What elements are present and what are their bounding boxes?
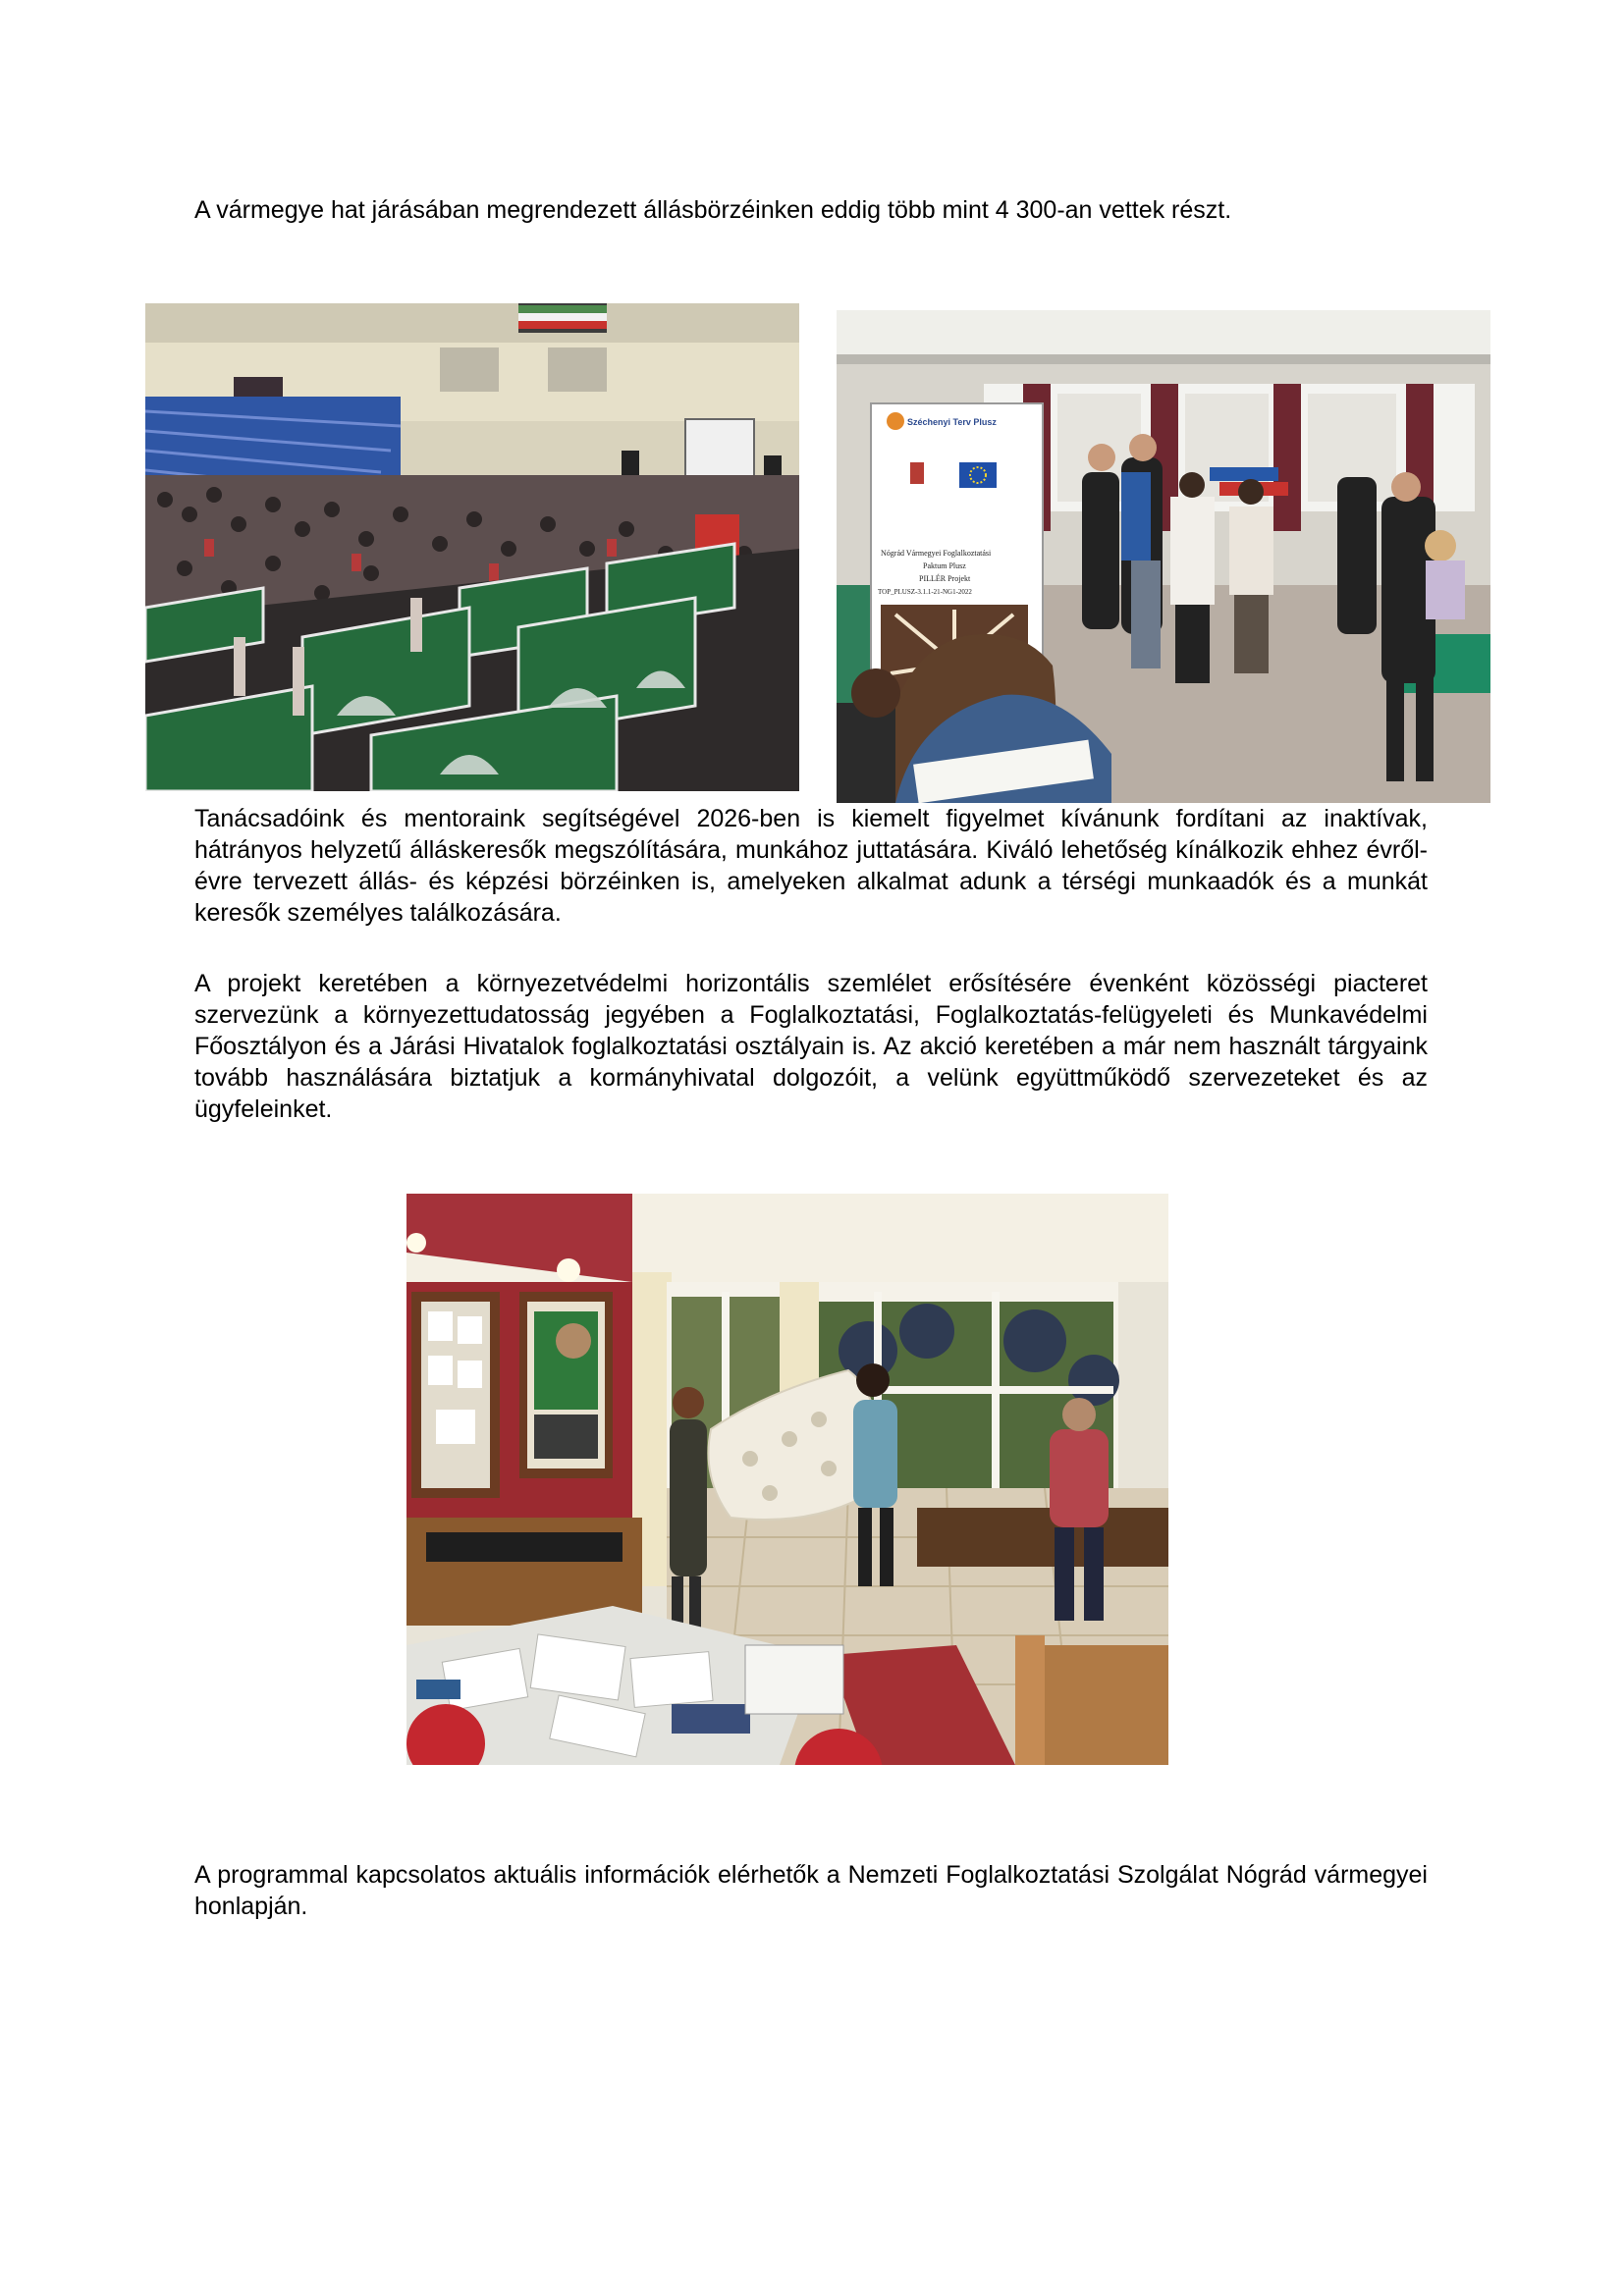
poster-brand: Széchenyi Terv Plusz <box>907 417 997 427</box>
job-fair-booth-photo <box>837 310 1490 803</box>
poster-line-2: Paktum Plusz <box>923 561 966 570</box>
poster-line-4: TOP_PLUSZ-3.1.1-21-NG1-2022 <box>878 588 972 596</box>
intro-paragraph: A vármegye hat járásában megrendezett állásbörzéinken eddig több mint 4 300-an vettek részt. <box>194 196 1232 224</box>
paragraph-community-market: A projekt keretében a környezetvédelmi horizontális szemlélet erősítésére évenként közösségi piacteret szervezünk a környezettudatosság jegyében a Foglalkoztatási, Foglalkoztatás-felügyeleti és Munkavédelmi Főosztályon és a Járási Hivatalok foglalkoztatási osztályain is. Az akció keretében a már nem használt tárgyaink tovább használására biztatjuk a kormányhivatal dolgozóit, a velünk együttműködő szervezeteket és az ügyfeleinket. <box>194 970 1428 1123</box>
paragraph-more-info: A programmal kapcsolatos aktuális információk elérhetők a Nemzeti Foglalkoztatási Szolgálat Nógrád vármegyei honlapján. <box>194 1861 1428 1920</box>
job-fair-hall-photo <box>145 303 799 791</box>
poster-line-1: Nógrád Vármegyei Foglalkoztatási <box>881 549 992 558</box>
poster-line-3: PILLÉR Projekt <box>919 574 971 583</box>
paragraph-job-fairs: Tanácsadóink és mentoraink segítségével 2026-ben is kiemelt figyelmet kívánunk fordítani az inaktívak, hátrányos helyzetű álláskeresők megszólítására, munkához juttatására. Kiváló lehetőség kínálkozik ehhez évről-évre tervezett állás- és képzési börzéinken is, amelyeken alkalmat adunk a térségi munkaadók és a munkát keresők személyes találkozására. <box>194 805 1428 927</box>
community-market-photo <box>406 1194 1168 1765</box>
